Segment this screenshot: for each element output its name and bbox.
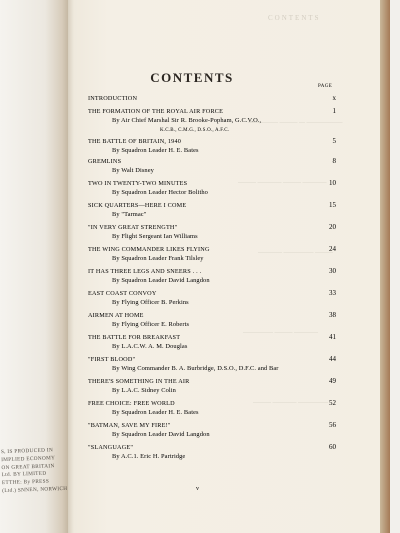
entry-title: THE WING COMMANDER LIKES FLYING: [88, 246, 210, 253]
entry-page-number: x: [332, 94, 336, 102]
entry-author: By Walt Disney: [112, 167, 154, 175]
imprint-line: IMPLIED ECONOMY: [1, 455, 56, 463]
entry-page-number: 8: [332, 157, 336, 165]
entry-title: AIRMEN AT HOME: [88, 312, 144, 319]
entry-page-number: 60: [329, 443, 336, 451]
entry-page-number: 1: [332, 107, 336, 115]
facing-page-imprint: [1, 447, 67, 519]
toc-entry: [88, 246, 336, 263]
show-through-text: CONTENTS ————— ——— — —————— ——— ———— ——— ———— ———— ————— ——— ————— ——— ———— ——— ———— —————: [238, 14, 343, 406]
toc-entry: [88, 312, 336, 329]
toc-entry: [88, 334, 336, 351]
entry-author: By A.C.1. Eric H. Partridge: [112, 453, 186, 461]
entry-author: By L.A.C.W. A. M. Douglas: [112, 343, 188, 351]
entry-page-number: 10: [329, 179, 336, 187]
entry-author: By Squadron Leader H. E. Bates: [112, 147, 199, 155]
entry-title: "SLANGUAGE": [88, 444, 134, 451]
toc-entry: [88, 444, 336, 461]
toc-entry: [88, 108, 336, 133]
entry-author: By Squadron Leader Frank Tilsley: [112, 255, 204, 263]
imprint-line: Ltd. BY LIMITED: [1, 470, 47, 479]
imprint-line: ETTHE: By PRESS: [1, 478, 50, 487]
entry-author-honours: K.C.B., C.M.G., D.S.O., A.F.C.: [160, 127, 230, 133]
entry-author: By Squadron Leader Hector Bolitho: [112, 189, 208, 197]
entry-title: GREMLINS: [88, 158, 122, 165]
entry-page-number: 30: [329, 267, 336, 275]
entry-title: FREE CHOICE: FREE WORLD: [88, 400, 175, 407]
toc-entry: [88, 268, 336, 285]
entry-author: By Squadron Leader H. E. Bates: [112, 409, 199, 417]
entry-author: By Air Chief Marshal Sir R. Brooke-Popham, G.C.V.O.,: [112, 117, 262, 125]
entry-page-number: 15: [329, 201, 336, 209]
entry-author: By L.A.C. Sidney Colin: [112, 387, 176, 395]
toc-entry: [88, 356, 336, 373]
entry-title: INTRODUCTION: [88, 95, 138, 102]
imprint-line: S, IS PRODUCED IN: [0, 447, 54, 456]
toc-entry: [88, 422, 336, 439]
entry-page-number: 41: [329, 333, 336, 341]
entry-page-number: 52: [329, 399, 336, 407]
page-folio: v: [196, 486, 199, 492]
imprint-line: (Ltd.) SNNEN, NORWICH: [2, 485, 68, 495]
entry-author: By Flying Officer B. Perkins: [112, 299, 189, 307]
entry-page-number: 49: [329, 377, 336, 385]
entry-title: "BATMAN, SAVE MY FIRE!": [88, 422, 171, 429]
entry-page-number: 24: [329, 245, 336, 253]
toc-entry: [88, 180, 336, 197]
entry-title: SICK QUARTERS—HERE I COME: [88, 202, 187, 209]
toc-entry: [88, 378, 336, 395]
entry-author: By Flight Sergeant Ian Williams: [112, 233, 198, 241]
toc-entry: [88, 290, 336, 307]
toc-entry: [88, 158, 336, 175]
entry-title: "IN VERY GREAT STRENGTH": [88, 224, 178, 231]
entry-page-number: 38: [329, 311, 336, 319]
toc-entry: [88, 95, 336, 102]
entry-title: IT HAS THREE LEGS AND SNEERS . . .: [88, 268, 202, 275]
entry-title: THE FORMATION OF THE ROYAL AIR FORCE: [88, 108, 224, 115]
entry-author: By Flying Officer E. Roberts: [112, 321, 190, 329]
entry-title: THERE'S SOMETHING IN THE AIR: [88, 378, 190, 385]
entry-page-number: 56: [329, 421, 336, 429]
entry-title: "FIRST BLOOD": [88, 356, 136, 363]
toc-entry: [88, 400, 336, 417]
toc-entry: [88, 138, 336, 155]
entry-title: THE BATTLE OF BRITAIN, 1940: [88, 138, 182, 145]
page-column-label: PAGE: [318, 84, 333, 89]
entry-author: By "Tarmac": [112, 211, 147, 219]
imprint-line: ON GREAT BRITAIN: [1, 462, 55, 471]
entry-page-number: 44: [329, 355, 336, 363]
page-title: CONTENTS: [150, 70, 234, 85]
toc-entry: [88, 202, 336, 219]
book-cover-edge: [380, 0, 390, 533]
entry-title: EAST COAST CONVOY: [88, 290, 157, 297]
entry-title: TWO IN TWENTY-TWO MINUTES: [88, 180, 188, 187]
entry-title: THE BATTLE FOR BREAKFAST: [88, 334, 181, 341]
entry-author: By Wing Commander B. A. Burbridge, D.S.O., D.F.C. and Bar: [112, 365, 279, 373]
toc-entry: [88, 224, 336, 241]
facing-page: [0, 0, 70, 533]
entry-page-number: 33: [329, 289, 336, 297]
entry-page-number: 20: [329, 223, 336, 231]
entry-page-number: 5: [332, 137, 336, 145]
entry-author: By Squadron Leader David Langdon: [112, 277, 210, 285]
entry-author: By Squadron Leader David Langdon: [112, 431, 210, 439]
